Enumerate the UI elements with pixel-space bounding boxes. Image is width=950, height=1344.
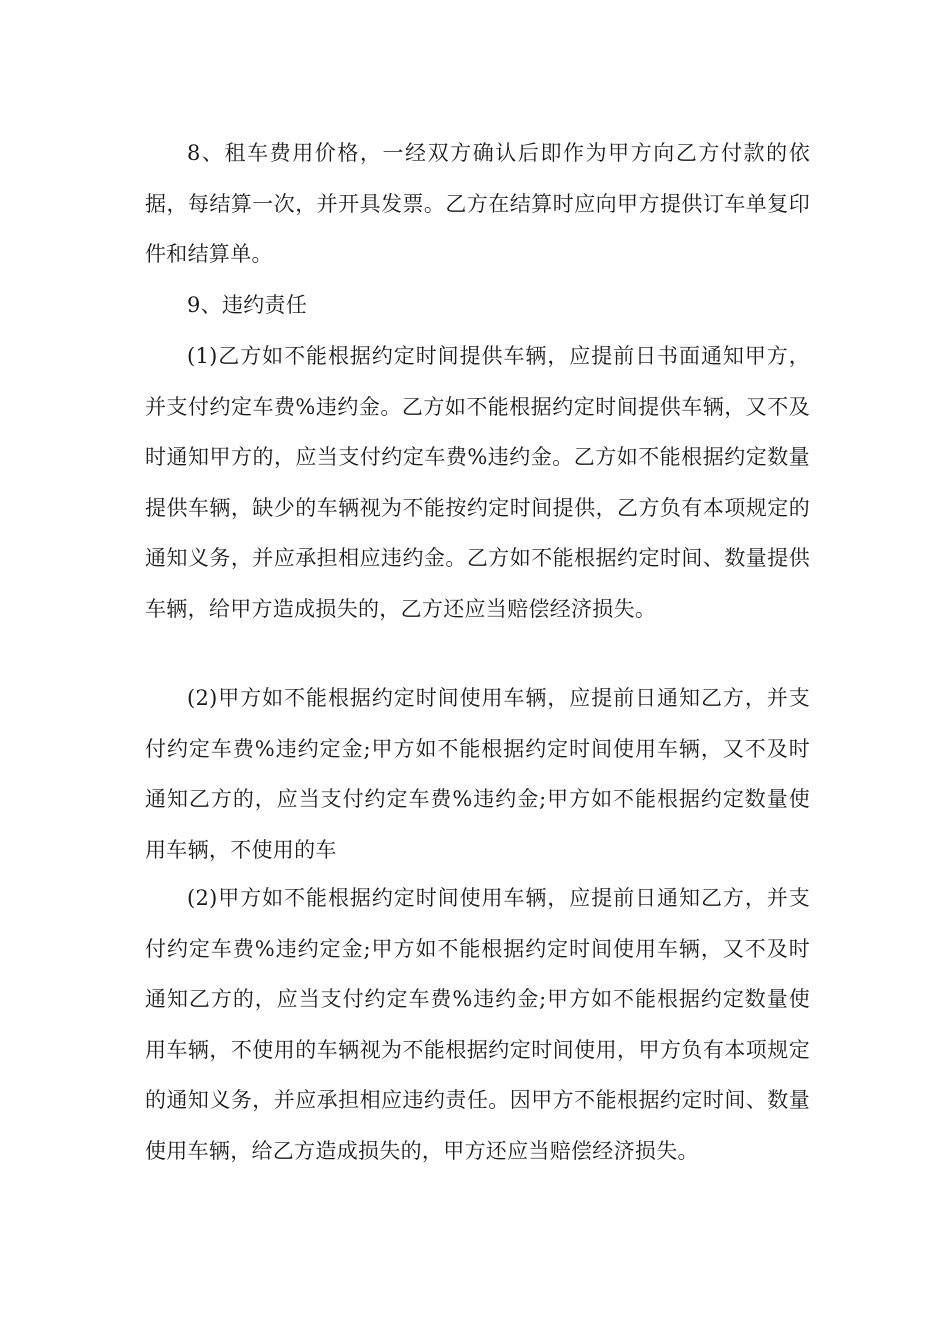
paragraph-party-a-breach-full: (2)甲方如不能根据约定时间使用车辆，应提前日通知乙方，并支付约定车费%违约定金;甲方如不能根据约定时间使用车辆，又不及时通知乙方的，应当支付约定车费%违约金;甲方如不能根据约定数量使用车辆，不使用的车辆视为不能根据约定时间使用，甲方负有本项规定的通知义务，并应承担相应违约责任。因甲方不能根据约定时间、数量使用车辆，给乙方造成损失的，甲方还应当赔偿经济损失。 (145, 886, 810, 1163)
paragraph-party-b-breach: (1)乙方如不能根据约定时间提供车辆，应提前日书面通知甲方，并支付约定车费%违约金。乙方如不能根据约定时间提供车辆，又不及时通知甲方的，应当支付约定车费%违约金。乙方如不能根据约定数量提供车辆，缺少的车辆视为不能按约定时间提供，乙方负有本项规定的通知义务，并应承担相应违约金。乙方如不能根据约定时间、数量提供车辆，给甲方造成损失的，乙方还应当赔偿经济损失。 (145, 344, 810, 621)
paragraph-8-rental-fee: 8、租车费用价格，一经双方确认后即作为甲方向乙方付款的依据，每结算一次，并开具发票。乙方在结算时应向甲方提供订车单复印件和结算单。 (145, 141, 810, 266)
paragraph-party-a-breach-partial: (2)甲方如不能根据约定时间使用车辆，应提前日通知乙方，并支付约定车费%违约定金;甲方如不能根据约定时间使用车辆，又不及时通知乙方的，应当支付约定车费%违约金;甲方如不能根据约定数量使用车辆，不使用的车 (145, 686, 810, 862)
heading-9-liability: 9、违约责任 (187, 293, 308, 317)
